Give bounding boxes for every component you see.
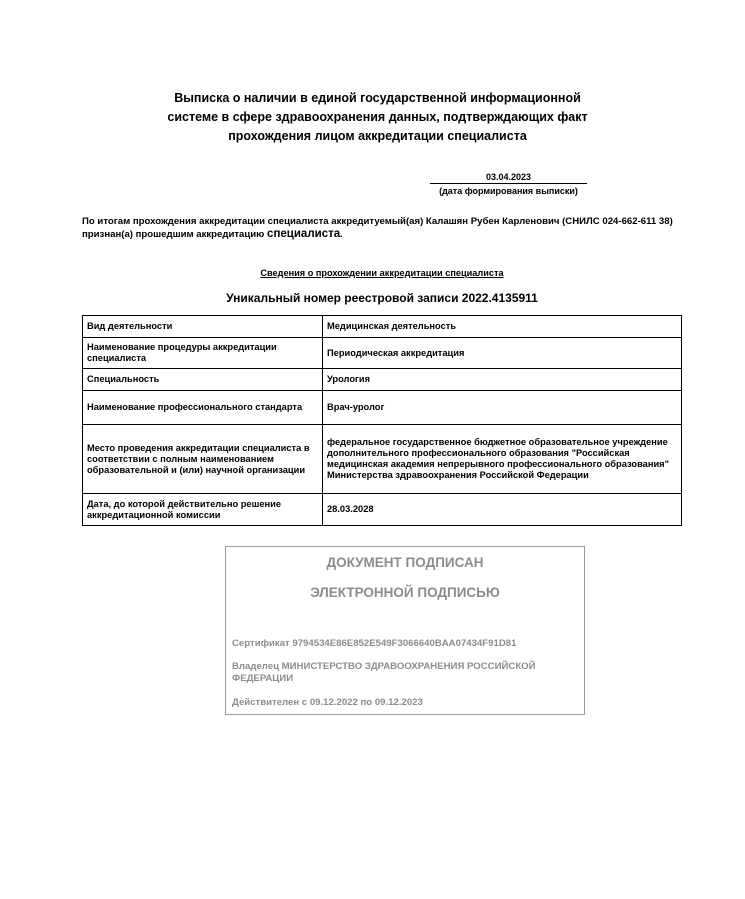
section-title: Сведения о прохождении аккредитации специалиста [260, 268, 504, 278]
document-title [150, 89, 605, 146]
title-line-3: прохождения лицом аккредитации специалиста [228, 129, 527, 143]
intro-text: По итогам прохождения аккредитации специалиста аккредитуемый(ая) Калашян Рубен Карленович (СНИЛС 024-662-611 38) признан(а) прошедшим аккредитацию [82, 216, 673, 240]
formation-date-caption: (дата формирования выписки) [439, 186, 578, 196]
table-row [83, 316, 682, 338]
table-row [83, 425, 682, 494]
stamp-heading-2: ЭЛЕКТРОННОЙ ПОДПИСЬЮ [310, 585, 500, 600]
intro-end: . [340, 229, 343, 240]
registry-number: Уникальный номер реестровой записи 2022.4135911 [226, 291, 538, 305]
stamp-certificate: Сертификат 9794534E86E852E549F3066640BAA07434F91D81 [232, 638, 517, 649]
row-value: 28.03.2028 [323, 494, 682, 526]
table-row [83, 391, 682, 425]
row-value: Периодическая аккредитация [323, 338, 682, 369]
stamp-owner: Владелец МИНИСТЕРСТВО ЗДРАВООХРАНЕНИЯ РОССИЙСКОЙ ФЕДЕРАЦИИ [232, 661, 536, 684]
row-label: Вид деятельности [83, 316, 323, 338]
formation-date-block [425, 172, 592, 196]
title-line-2: системе в сфере здравоохранения данных, подтверждающих факт [167, 110, 588, 124]
row-label: Специальность [83, 369, 323, 391]
stamp-validity: Действителен с 09.12.2022 по 09.12.2023 [232, 697, 423, 708]
stamp-heading-1: ДОКУМЕНТ ПОДПИСАН [326, 555, 484, 570]
electronic-signature-stamp [225, 546, 585, 715]
intro-emphasis: специалиста [267, 228, 341, 240]
row-label: Место проведения аккредитации специалиста в соответствии с полным наименованием образовательной и (или) научной организации [83, 425, 323, 494]
table-row [83, 338, 682, 369]
intro-paragraph [82, 215, 686, 241]
row-label: Наименование профессионального стандарта [83, 391, 323, 425]
accreditation-table [82, 315, 682, 526]
row-value: Урология [323, 369, 682, 391]
row-label: Наименование процедуры аккредитации специалиста [83, 338, 323, 369]
table-row [83, 369, 682, 391]
row-value: федеральное государственное бюджетное образовательное учреждение дополнительного профессионального образования "Российская медицинская академия непрерывного профессионального образования" Министерства здравоохранения Российской Федерации [323, 425, 682, 494]
row-value: Врач-уролог [323, 391, 682, 425]
formation-date-value: 03.04.2023 [430, 172, 587, 184]
row-label: Дата, до которой действительно решение аккредитационной комиссии [83, 494, 323, 526]
table-row [83, 494, 682, 526]
row-value: Медицинская деятельность [323, 316, 682, 338]
title-line-1: Выписка о наличии в единой государственной информационной [174, 91, 581, 105]
